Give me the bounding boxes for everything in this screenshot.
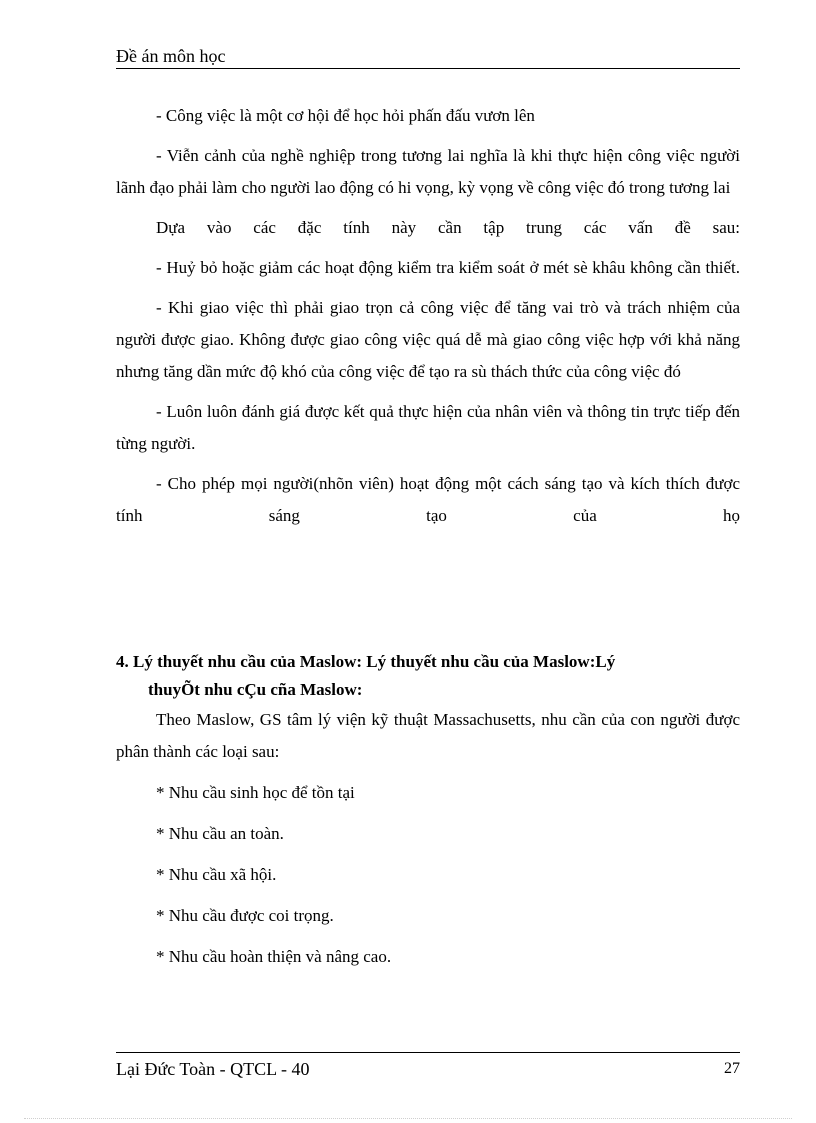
page-footer — [116, 1052, 740, 1083]
paragraph: - Khi giao việc thì phải giao trọn cả công việc để tăng vai trò và trách nhiệm của người được giao. Không được giao công việc quá dễ mà giao công việc hợp với khả năng nhưng tăng dần mức độ khó của công việc để tạo ra sù thách thức của công việc đó — [116, 298, 740, 381]
paragraph: - Cho phép mọi người(nhõn viên) hoạt động một cách sáng tạo và kích thích được tính sáng tạo của họ — [116, 474, 740, 525]
paragraph: - Huỷ bỏ hoặc giảm các hoạt động kiểm tra kiểm soát ở mét sè khâu không cần thiết. — [156, 258, 740, 277]
page-edge-divider — [24, 1118, 792, 1119]
section-heading — [116, 648, 740, 704]
list-item: * Nhu cầu sinh học để tồn tại — [156, 783, 355, 802]
page-header — [116, 46, 740, 69]
list-item: * Nhu cầu được coi trọng. — [156, 906, 334, 925]
section-heading-line: thuyÕt nhu cÇu cña Maslow: — [148, 680, 363, 699]
list-item: * Nhu cầu an toàn. — [156, 824, 284, 843]
needs-list — [156, 778, 740, 983]
body-text — [116, 100, 740, 540]
list-item: * Nhu cầu hoàn thiện và nâng cao. — [156, 947, 392, 966]
page-number: 27 — [724, 1060, 740, 1077]
paragraph: - Luôn luôn đánh giá được kết quả thực hiện của nhân viên và thông tin trực tiếp đến từng người. — [116, 402, 740, 453]
section-heading-line: 4. Lý thuyết nhu cầu của Maslow: Lý thuyết nhu cầu của Maslow:Lý — [116, 652, 616, 671]
list-item: * Nhu cầu xã hội. — [156, 865, 277, 884]
paragraph: - Viễn cảnh của nghề nghiệp trong tương lai nghĩa là khi thực hiện công việc người lãnh đạo phải làm cho người lao động có hi vọng, kỳ vọng về công việc đó trong tương lai — [116, 146, 740, 197]
document-title: Đề án môn học — [116, 46, 226, 66]
intro-text — [116, 704, 740, 776]
footer-author: Lại Đức Toàn - QTCL - 40 — [116, 1059, 310, 1079]
paragraph: Theo Maslow, GS tâm lý viện kỹ thuật Massachusetts, nhu cần của con người được phân thành các loại sau: — [116, 710, 740, 761]
paragraph: Dựa vào các đặc tính này cần tập trung các vấn đề sau: — [156, 218, 740, 237]
paragraph: - Công việc là một cơ hội để học hỏi phấn đấu vươn lên — [156, 106, 535, 125]
